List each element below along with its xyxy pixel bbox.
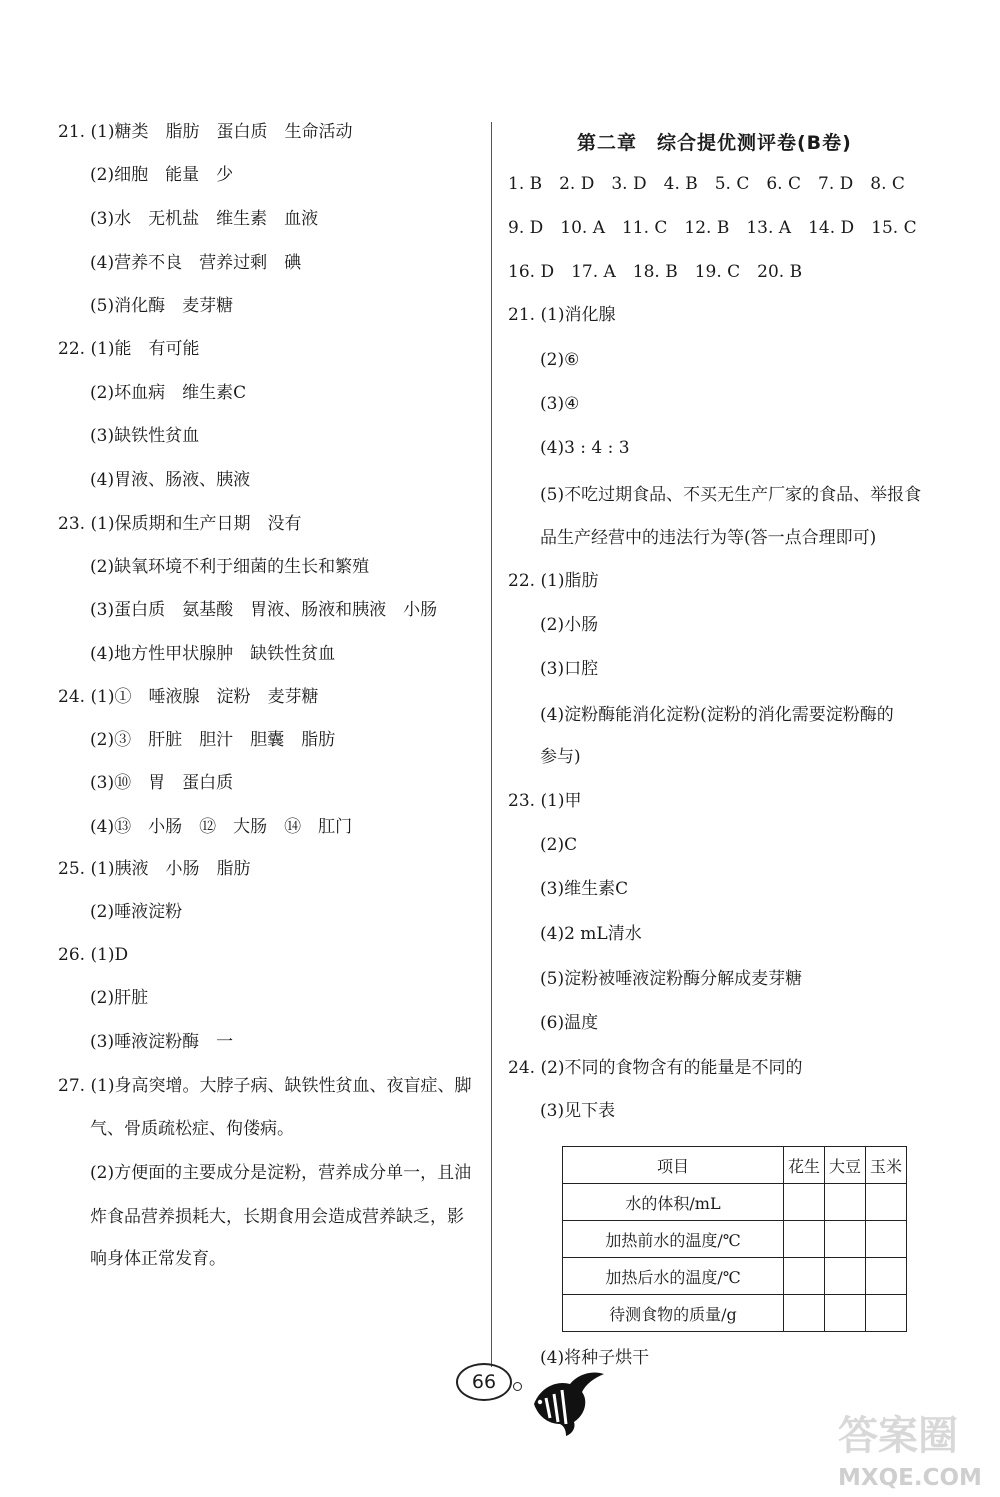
answer-line: (3)⑩ 胃 蛋白质 (90, 773, 234, 793)
answer-line: (5)淀粉被唾液淀粉酶分解成麦芽糖 (540, 969, 803, 989)
answer-line: (2)缺氧环境不利于细菌的生长和繁殖 (90, 557, 370, 577)
table-row (563, 1258, 907, 1295)
table-header-cell: 玉米 (865, 1147, 906, 1184)
answer-line: 炸食品营养损耗大，长期食用会造成营养缺乏，影 (90, 1207, 464, 1227)
table-cell (824, 1258, 865, 1295)
answer-line: (3)唾液淀粉酶 一 (90, 1032, 234, 1052)
table-row (563, 1221, 907, 1258)
table-header-cell: 项目 (563, 1147, 784, 1184)
watermark-logo (832, 1403, 992, 1493)
answer-line: (5)不吃过期食品、不买无生产厂家的食品、举报食 (540, 485, 922, 505)
answer-line: (4)2 mL清水 (540, 924, 642, 944)
table-cell (783, 1184, 824, 1221)
table-cell (824, 1221, 865, 1258)
answer-line: 24. (1)① 唾液腺 淀粉 麦芽糖 (58, 687, 319, 707)
table-cell (824, 1184, 865, 1221)
table-row-label: 加热前水的温度/℃ (563, 1221, 784, 1258)
answer-line: 1. B 2. D 3. D 4. B 5. C 6. C 7. D 8. C (508, 174, 905, 194)
table-header-row (563, 1147, 907, 1184)
table-cell (824, 1295, 865, 1332)
answer-line: 21. (1)消化腺 (508, 305, 616, 325)
answer-line: 参与) (540, 747, 581, 767)
answer-line: (3)口腔 (540, 659, 599, 679)
table-cell (865, 1295, 906, 1332)
table-cell (783, 1221, 824, 1258)
answer-line: 9. D 10. A 11. C 12. B 13. A 14. D 15. C (508, 218, 917, 238)
answer-line: 25. (1)胰液 小肠 脂肪 (58, 859, 251, 879)
fish-icon (526, 1368, 608, 1438)
answer-line: (2)③ 肝脏 胆汁 胆囊 脂肪 (90, 730, 336, 750)
answer-line: (3)维生素C (540, 879, 629, 899)
answer-line: (4)淀粉酶能消化淀粉(淀粉的消化需要淀粉酶的 (540, 705, 894, 725)
answer-line: (2)细胞 能量 少 (90, 165, 234, 185)
table-cell (865, 1221, 906, 1258)
answer-line: (4)⑬ 小肠 ⑫ 大肠 ⑭ 肛门 (90, 817, 353, 837)
answer-line: (2)肝脏 (90, 988, 149, 1008)
table-row-label: 待测食物的质量/g (563, 1295, 784, 1332)
answer-line: (3)④ (540, 394, 580, 414)
answer-line: (2)⑥ (540, 350, 580, 370)
answer-line: (2)小肠 (540, 615, 599, 635)
answer-line: (6)温度 (540, 1013, 599, 1033)
table-row (563, 1295, 907, 1332)
answer-line: (5)消化酶 麦芽糖 (90, 296, 234, 316)
answer-line: (4)3 : 4 : 3 (540, 438, 630, 458)
answer-line: (3)见下表 (540, 1101, 616, 1121)
table-row (563, 1184, 907, 1221)
answer-line: 21. (1)糖类 脂肪 蛋白质 生命活动 (58, 122, 353, 142)
page-number: 66 (456, 1363, 512, 1401)
table-cell (865, 1258, 906, 1295)
answer-line: 27. (1)身高突增。大脖子病、缺铁性贫血、夜盲症、脚 (58, 1076, 472, 1096)
answer-line: (3)缺铁性贫血 (90, 426, 200, 446)
column-divider (491, 122, 492, 1367)
table-cell (783, 1295, 824, 1332)
answer-line: 22. (1)脂肪 (508, 571, 599, 591)
answer-line: 响身体正常发育。 (90, 1249, 226, 1269)
answer-line: 23. (1)甲 (508, 791, 582, 811)
watermark-url: MXQE.COM (838, 1465, 982, 1491)
answer-line: 气、骨质疏松症、佝偻病。 (90, 1119, 294, 1139)
table-row-label: 加热后水的温度/℃ (563, 1258, 784, 1295)
answer-line: 16. D 17. A 18. B 19. C 20. B (508, 262, 803, 282)
answer-line: (2)唾液淀粉 (90, 902, 183, 922)
answer-line: (4)地方性甲状腺肿 缺铁性贫血 (90, 644, 336, 664)
table-header-cell: 花生 (783, 1147, 824, 1184)
experiment-table (562, 1146, 907, 1332)
watermark-logo-text: 答案圈 (838, 1413, 958, 1459)
chapter-title: 第二章 综合提优测评卷(B卷) (577, 132, 852, 154)
table-cell (783, 1258, 824, 1295)
table-header-cell: 大豆 (824, 1147, 865, 1184)
answer-line: (4)营养不良 营养过剩 碘 (90, 253, 302, 273)
dot-ornament (513, 1382, 522, 1391)
answer-line: 23. (1)保质期和生产日期 没有 (58, 514, 302, 534)
answer-line: (2)方便面的主要成分是淀粉，营养成分单一，且油 (90, 1163, 472, 1183)
table-row-label: 水的体积/mL (563, 1184, 784, 1221)
answer-line: (4)将种子烘干 (540, 1348, 650, 1368)
answer-line: (4)胃液、肠液、胰液 (90, 470, 251, 490)
table-cell (865, 1184, 906, 1221)
answer-line: (2)C (540, 835, 578, 855)
answer-line: 品生产经营中的违法行为等(答一点合理即可) (540, 528, 877, 548)
answer-line: (3)蛋白质 氨基酸 胃液、肠液和胰液 小肠 (90, 600, 438, 620)
answer-line: 26. (1)D (58, 945, 129, 965)
answer-line: (2)坏血病 维生素C (90, 383, 247, 403)
answer-line: 24. (2)不同的食物含有的能量是不同的 (508, 1058, 803, 1078)
answer-line: (3)水 无机盐 维生素 血液 (90, 209, 319, 229)
answer-line: 22. (1)能 有可能 (58, 339, 200, 359)
